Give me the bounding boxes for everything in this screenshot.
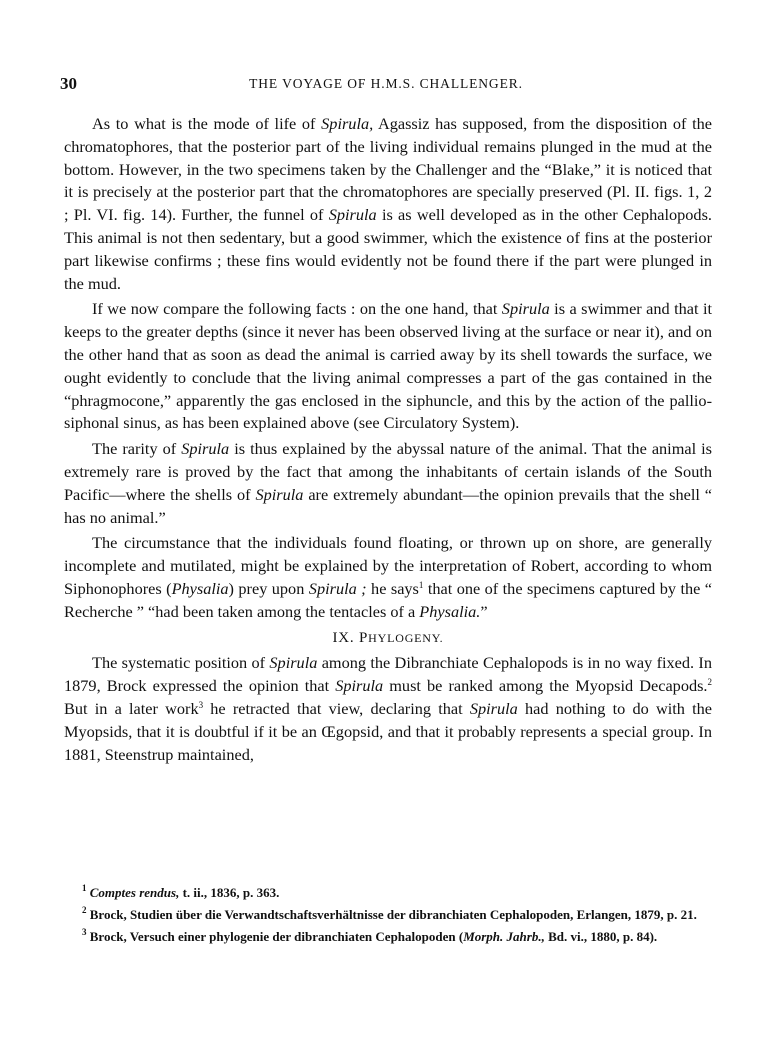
text-run: ” (480, 601, 488, 621)
footnote-3 (64, 928, 712, 945)
heading-smallcaps: HYLOGENY. (368, 630, 444, 645)
text-run: ) prey upon (228, 578, 309, 598)
footnote-1 (64, 884, 712, 901)
italic-term: Spirula (181, 439, 230, 459)
text-run: Agassiz has supposed, from the disposition of the chromatophores, that the posterior part of the living individual remains plunged in the mud at the bottom. However, in the two specimens taken by the Challenger and the “Blake,” it is noticed that it is precisely at the posterior part that the chromatophores are specially preserved (Pl. II. figs. 1, 2 ; Pl. VI. fig. 14). Further, the funnel of (64, 114, 713, 225)
text-run: he says (366, 578, 419, 598)
italic-term: Spirula, (321, 114, 374, 133)
footnote-text: Bd. vi., 1880, p. 84). (544, 929, 658, 944)
text-run: If we now compare the following facts : on the one hand, that (92, 299, 502, 319)
page-header (60, 74, 712, 96)
footnote-number: 1 (82, 883, 87, 893)
running-title: THE VOYAGE OF H.M.S. CHALLENGER. (249, 76, 523, 91)
paragraph-circumstance (64, 532, 712, 623)
footnote-journal: Morph. Jahrb., (463, 929, 545, 944)
text-run: is a swimmer and that it keeps to the greater depths (since it never has been observed living at the surface or near it), and on the other hand that as soon as dead the animal is carried away by its shell towards the surface, we ought evidently to conclude that the living animal compresses a part of the gas contained in the “phragmocone,” apparently the gas enclosed in the siphuncle, and this by the action of the pallio-siphonal sinus, as has been explained above (see Circulatory System). (64, 299, 712, 433)
text-run: must be ranked among the Myopsid Decapods. (383, 676, 708, 696)
text-run: had nothing to do with the Myopsids, that it is doubtful if it be an Œgopsid, and that it probably represents a special group. In 1881, Steenstrup maintained, (64, 698, 713, 764)
text-run: is as well developed as in the other Cephalopods. This animal is not then sedentary, but a good swimmer, which the existence of fins at the posterior part likewise confirms ; these fins would evidently not be found there if the part were plunged in the mud. (64, 205, 712, 293)
footnote-text: Brock, Versuch einer phylogenie der dibranchiaten Cephalopoden ( (86, 929, 464, 944)
footnotes (64, 884, 712, 950)
text-run: The systematic position of (92, 653, 270, 673)
text-run: As to what is the mode of life of (92, 114, 322, 133)
italic-term: Spirula (255, 484, 304, 504)
italic-term: Spirula ; (308, 578, 367, 598)
text-run: among the Dibranchiate Cephalopods is in no way fixed. In 1879, Brock expressed the opinion that (64, 653, 712, 696)
paragraph-systematic-position (64, 652, 712, 766)
footnote-text: Brock, Studien über die Verwandtschaftsverhältnisse der dibranchiaten Cephalopoden, Erlangen, 1879, p. 21. (86, 907, 697, 922)
paragraph-rarity (64, 438, 712, 529)
text-run: The circumstance that the individuals found floating, or thrown up on shore, are generally incomplete and mutilated, might be explained by the interpretation of Robert, according to whom Siphonophores ( (64, 533, 712, 598)
footnote-2 (64, 906, 712, 923)
italic-term: Spirula (335, 676, 384, 696)
page-number: 30 (60, 74, 77, 93)
text-run: The rarity of (92, 439, 182, 459)
paragraph-mode-of-life (64, 113, 712, 295)
italic-term: Physalia (171, 578, 229, 598)
italic-term: Spirula (469, 698, 518, 718)
heading-numeral: IX. P (332, 629, 369, 646)
footnote-number: 2 (82, 905, 87, 915)
body-text (64, 113, 712, 769)
footnote-number: 3 (82, 927, 87, 937)
italic-term: Spirula (328, 205, 377, 225)
italic-term: Physalia. (419, 601, 481, 621)
text-run: are extremely abundant—the opinion prevails that the shell “ has no animal.” (64, 484, 712, 527)
footnote-ref: 1 (418, 579, 424, 590)
text-run: is thus explained by the abyssal nature of the animal. That the animal is extremely rare is proved by the fact that among the inhabitants of certain islands of the South Pacific—where the shells of (64, 439, 713, 504)
paragraph-comparison (64, 298, 712, 435)
footnote-text: t. ii., 1836, p. 363. (179, 885, 280, 900)
footnote-ref: 3 (198, 699, 204, 710)
text-run: that one of the specimens captured by the “ Recherche ” “had been taken among the tentacles of a (64, 578, 713, 621)
section-heading (64, 627, 712, 650)
text-run: But in a later work (64, 698, 199, 718)
italic-term: Spirula (501, 299, 550, 319)
footnote-title: Comptes rendus, (89, 885, 180, 900)
italic-term: Spirula (269, 653, 318, 673)
text-run: he retracted that view, declaring that (203, 698, 470, 718)
footnote-ref: 2 (707, 677, 713, 688)
